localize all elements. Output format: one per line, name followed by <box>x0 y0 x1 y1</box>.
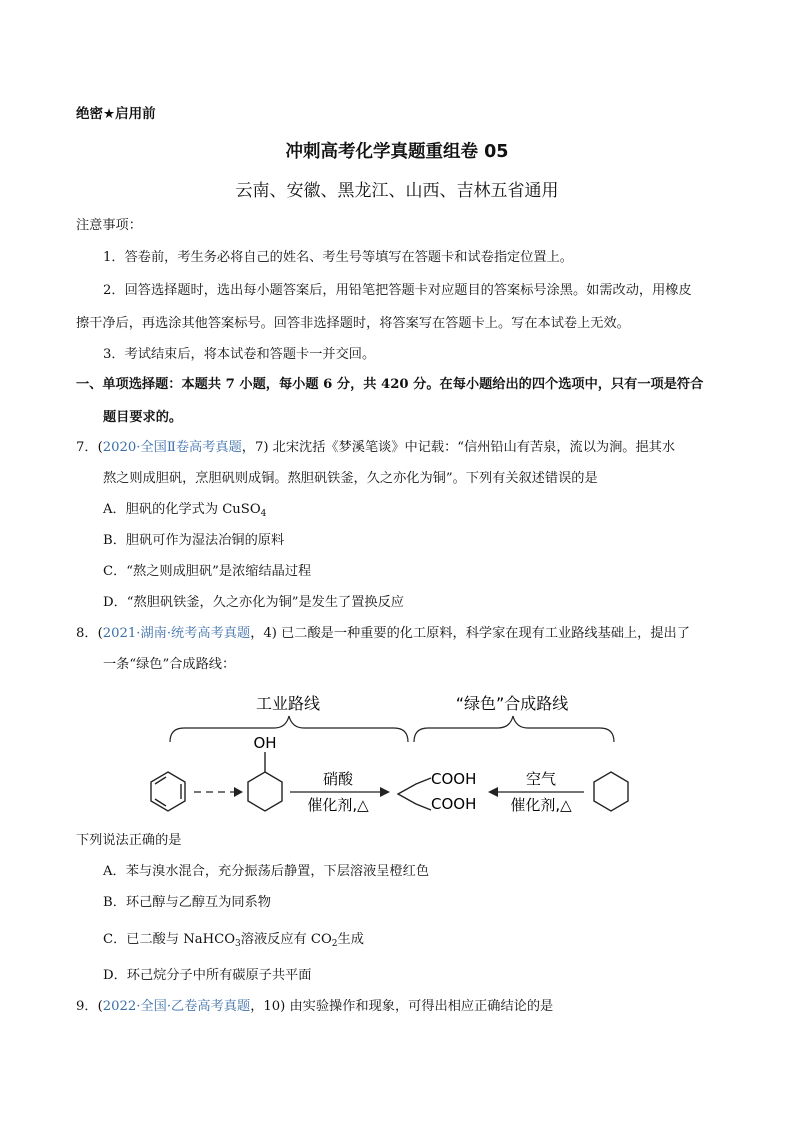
arrowhead <box>488 787 498 797</box>
oh-label: OH <box>253 734 277 752</box>
question-stem-cont: 一条“绿色”合成路线： <box>103 657 236 672</box>
section-heading: 一、单项选择题：本题共 7 小题，每小题 6 分，共 420 分。在每小题给出的四个选项中，只有一项是符合 <box>76 377 704 392</box>
notice-item: 1．答卷前，考生务必将自己的姓名、考生号等填写在答题卡和试卷指定位置上。 <box>103 250 573 265</box>
option-d: D．“熬胆矾铁釜，久之亦化为铜”是发生了置换反应 <box>103 595 404 610</box>
question-source-link[interactable]: 2022·全国·乙卷高考真题 <box>102 999 251 1014</box>
cyclohexane-ring <box>594 772 628 811</box>
option-a: A．胆矾的化学式为 CuSO$_4$ <box>103 502 267 519</box>
notice-heading: 注意事项： <box>76 218 142 233</box>
option-b: B．环己醇与乙醇互为同系物 <box>103 895 271 910</box>
notice-item: 2．回答选择题时，选出每小题答案后，用铅笔把答题卡对应题目的答案标号涂黑。如需改动，用橡皮 <box>103 283 692 298</box>
section-heading-cont: 题目要求的。 <box>103 410 183 425</box>
industrial-brace <box>170 716 408 742</box>
arrowhead <box>234 787 243 797</box>
question-stem: ，10) 由实验操作和现象，可得出相应正确结论的是 <box>250 999 554 1014</box>
adipic-acid-chain <box>398 778 431 810</box>
question-stem: ，4) 已二酸是一种重要的化工原料，科学家在现有工业路线基础上，提出了 <box>250 626 690 641</box>
page-title: 冲刺高考化学真题重组卷 05 <box>285 142 509 162</box>
option-a: A．苯与溴水混合，充分振荡后静置，下层溶液呈橙红色 <box>103 864 430 879</box>
question-source-link[interactable]: 2020·全国Ⅱ卷高考真题 <box>102 440 242 455</box>
cooh-label: COOH <box>431 795 477 813</box>
condition-label: 催化剂,△ <box>307 796 369 814</box>
reagent-label: 空气 <box>525 770 557 788</box>
notice-item: 3．考试结束后，将本试卷和答题卡一并交回。 <box>103 347 376 362</box>
option-d: D．环己烷分子中所有碳原子共平面 <box>103 968 312 983</box>
option-c: C．已二酸与 NaHCO$_3$溶液反应有 $CO_2$生成 <box>103 932 364 949</box>
option-b: B．胆矾可作为湿法冶铜的原料 <box>103 533 285 548</box>
question-stem: ，7) 北宋沈括《梦溪笔谈》中记载：“信州铅山有苦泉，流以为涧。挹其水 <box>241 440 676 455</box>
synthesis-route-diagram <box>148 684 638 819</box>
condition-label: 催化剂,△ <box>510 796 572 814</box>
question-stem-cont: 熬之则成胆矾，烹胆矾则成铜。熬胆矾铁釜，久之亦化为铜”。下列有关叙述错误的是 <box>103 471 598 486</box>
question-8 <box>76 624 690 644</box>
question-number: 9．( <box>76 999 103 1014</box>
secret-label: 绝密★启用前 <box>76 106 156 122</box>
arrowhead <box>380 787 390 797</box>
reagent-label: 硝酸 <box>322 770 354 788</box>
question-number: 7．( <box>76 440 103 455</box>
question-prompt: 下列说法正确的是 <box>76 833 182 848</box>
industrial-route-label: 工业路线 <box>255 694 321 713</box>
question-9 <box>76 997 553 1017</box>
cyclohexanol-ring <box>248 752 282 811</box>
benzene-ring <box>151 772 185 811</box>
green-route-label: “绿色”合成路线 <box>455 694 569 713</box>
question-source-link[interactable]: 2021·湖南·统考高考真题 <box>102 626 251 641</box>
page-subtitle: 云南、安徽、黑龙江、山西、吉林五省通用 <box>235 181 559 201</box>
question-number: 8．( <box>76 626 103 641</box>
option-c: C．“熬之则成胆矾”是浓缩结晶过程 <box>103 564 312 579</box>
green-brace <box>414 716 614 742</box>
question-7 <box>76 438 675 458</box>
cooh-label: COOH <box>431 770 477 788</box>
notice-item: 擦干净后，再选涂其他答案标号。回答非选择题时，将答案写在答题卡上。写在本试卷上无效。 <box>76 316 630 331</box>
